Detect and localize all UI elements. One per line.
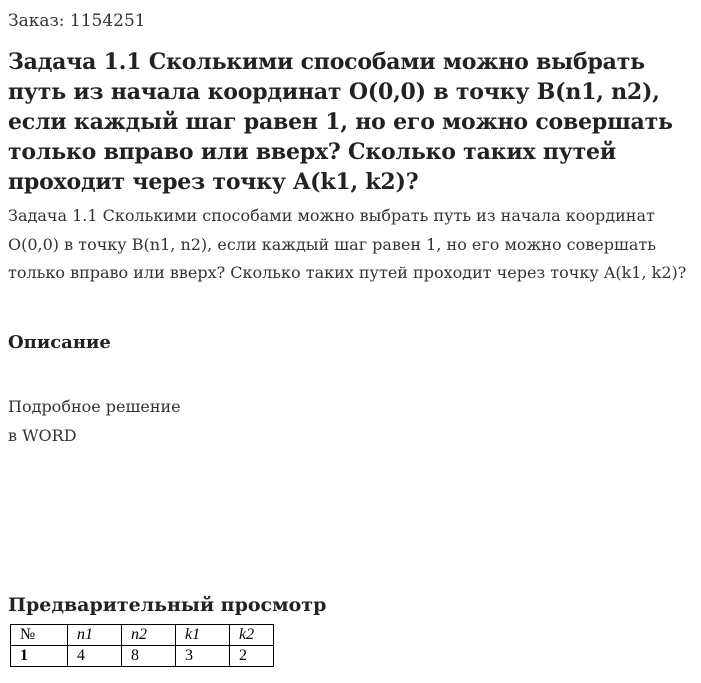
preview-title: Предварительный просмотр — [8, 594, 327, 616]
table-header-cell: k1 — [176, 625, 230, 646]
table-header-cell: k2 — [230, 625, 274, 646]
preview-table — [10, 624, 274, 667]
table-cell: 8 — [122, 646, 176, 667]
table-cell: 1 — [11, 646, 68, 667]
task-heading: Задача 1.1 Сколькими способами можно выбрать путь из начала координат O(0,0) в точку B(n1, n2), если каждый шаг равен 1, но его можно совершать только вправо или вверх? Сколько таких путей проходит через точку A(k1, k2)? — [8, 49, 673, 195]
description-text — [8, 392, 181, 450]
table-cell: 2 — [230, 646, 274, 667]
table-cell: 3 — [176, 646, 230, 667]
task-text: Задача 1.1 Сколькими способами можно выбрать путь из начала координат O(0,0) в точку B(n1, n2), если каждый шаг равен 1, но его можно совершать только вправо или вверх? Сколько таких путей проходит через точку A(k1, k2)? — [8, 206, 687, 283]
table-header-cell: n1 — [68, 625, 122, 646]
description-line: Подробное решение — [8, 397, 181, 416]
table-header-cell: n2 — [122, 625, 176, 646]
order-number: Заказ: 1154251 — [8, 11, 146, 31]
description-title: Описание — [8, 332, 111, 353]
table-header-row — [11, 625, 274, 646]
description-line: в WORD — [8, 426, 77, 445]
table-row — [11, 646, 274, 667]
table-header-cell: № — [11, 625, 68, 646]
table-cell: 4 — [68, 646, 122, 667]
